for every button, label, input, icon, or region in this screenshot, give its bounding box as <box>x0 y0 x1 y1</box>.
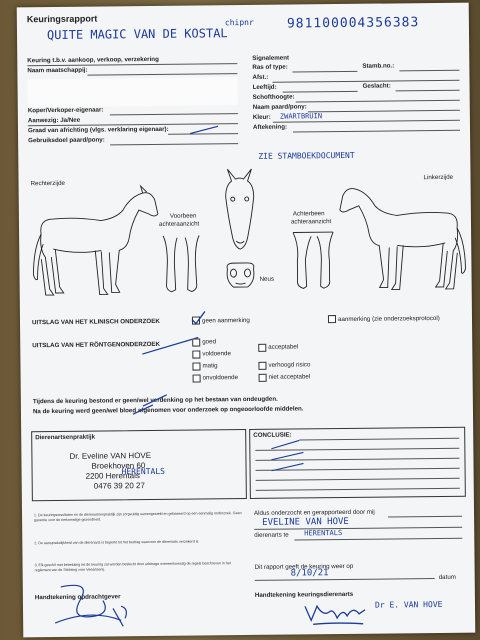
vet-name: Dr. Eveline VAN HOVE <box>69 451 152 461</box>
descent-label: Afst.: <box>252 73 269 81</box>
good-checkbox[interactable] <box>192 338 200 346</box>
rule <box>87 73 237 76</box>
handwritten-vet-city: HERENTALS <box>121 466 165 477</box>
insufficient-checkbox[interactable] <box>193 374 201 382</box>
rule <box>110 143 238 145</box>
age-label: Leeftijd: <box>252 83 277 91</box>
rule <box>283 91 358 93</box>
right-side-label: Rechterzijde <box>30 179 66 188</box>
rule <box>293 130 460 133</box>
acceptable-checkbox[interactable] <box>258 344 266 352</box>
breed-label: Ras of type: <box>252 63 288 71</box>
handwritten-footer-city: HERENTALS <box>304 529 343 538</box>
handwritten-chip-label: chipnr <box>224 17 254 28</box>
vet-signature-label: Handtekening keuringsdierenarts <box>254 590 354 599</box>
horse-name-label: Naam paard/pony: <box>252 103 307 111</box>
handwritten-color: ZWARTBRUIN <box>279 112 323 121</box>
report-date-label: Dit rapport geeft de keuring weer op <box>254 562 354 571</box>
rule <box>255 578 435 581</box>
moderate-checkbox[interactable] <box>192 362 200 370</box>
remarks-label: aanmerking (zie onderzoeksprotocol) <box>337 314 440 324</box>
increased-risk-label: verhoogd risico <box>268 361 311 369</box>
handwritten-date: 8/10/21 <box>290 568 329 579</box>
rule <box>396 90 460 92</box>
conclusion-label: CONCLUSIE: <box>253 431 292 439</box>
foreleg-label: Voorbeen <box>169 212 197 220</box>
clinical-exam-label: UITSLAG VAN HET KLINISCH ONDERZOEK <box>31 317 160 327</box>
client-signature-label: Handtekening opdrachtgever <box>34 593 121 602</box>
fine-print-1: 1. De keuringsresultaten en de dierenartsenpraktijk zijn zorgvuldig samengesteld en gebaseerd op een eenmalig onderzoek. Geen garantie voor de toekomstige gezondheid. <box>34 511 242 522</box>
color-label: Kleur: <box>252 113 271 121</box>
handwritten-slash-mark <box>188 125 228 135</box>
hindleg-label: Achterbeen <box>292 210 325 218</box>
keuring-purpose-label: Keuring t.b.v. aankoop, verkoop, verzekering <box>27 55 159 65</box>
increased-risk-checkbox[interactable] <box>258 362 266 370</box>
redacted-area <box>27 77 237 107</box>
handwritten-slash-mark <box>131 404 157 416</box>
horse-head-front-diagram <box>219 167 260 257</box>
client-signature <box>51 578 142 629</box>
blood-sample-statement: Na de keuring werd geen/wel bloed afgenomen voor onderzoek op ongeoorloofde middelen. <box>32 405 304 416</box>
fine-print-2: 2. De aansprakelijkheid van de dierenarts is beperkt tot het bedrag waarvoor de dierenarts verzekerd is. <box>34 539 200 546</box>
owner-label: Koper/Verkoper-eigenaar: <box>27 106 104 115</box>
maatschappij-label: Naam maatschappij: <box>27 66 88 75</box>
vet-practice-label: Dierenartsenpraktijk <box>35 433 96 442</box>
handwritten-vet-name: EVELINE VAN HOVE <box>262 516 349 528</box>
sufficient-checkbox[interactable] <box>192 350 200 358</box>
moderate-label: matig <box>202 362 218 370</box>
horse-left-side-diagram <box>337 183 468 294</box>
rule <box>110 113 238 115</box>
fine-print-3: 3. Elk geschil met betrekking tot de keuring zal worden beslecht door arbitrage overeenkomstig de regels beschreven in het reglement van de Stichting voor Veeartsenij. <box>34 561 231 572</box>
nose-label: Neus <box>259 275 275 283</box>
handwritten-vet-stamp: Dr E. VAN HOVE <box>374 599 443 610</box>
hindleg-view-label: achteraanzicht <box>290 218 332 226</box>
nose-diagram <box>223 261 257 291</box>
studbook-number-label: Stamb.no.: <box>362 62 395 70</box>
handwritten-studbook-note: ZIE STAMBOEKDOCUMENT <box>258 150 355 161</box>
xray-exam-label: UITSLAG VAN HET RÖNTGENONDERZOEK <box>32 340 161 350</box>
sufficient-label: voldoende <box>202 350 231 358</box>
vet-signature <box>303 602 373 629</box>
horse-right-side-diagram <box>31 188 162 299</box>
rule <box>388 516 462 518</box>
no-remarks-label: geen aanmerking <box>201 316 250 325</box>
report-title: Keuringsrapport <box>26 13 98 25</box>
left-side-label: Linkerzijde <box>423 173 454 182</box>
handwritten-chip-number: 981100004356383 <box>286 15 420 32</box>
not-acceptable-label: niet acceptabel <box>268 373 311 381</box>
present-label: Aanwezig: Ja/Nee <box>27 116 81 125</box>
height-label: Schofthoogte: <box>252 93 295 101</box>
sex-label: Geslacht: <box>362 82 391 90</box>
acceptable-label: acceptabel <box>268 343 299 351</box>
handwritten-horse-name: QUITE MAGIC VAN DE KOSTAL <box>46 26 228 43</box>
good-label: goed <box>202 338 217 346</box>
training-level-label: Graad van africhting (vlgs. verklaring eigenaar): <box>27 125 169 135</box>
date-label: datum <box>438 573 456 581</box>
rule <box>296 100 460 103</box>
insufficient-label: onvoldoende <box>202 374 239 382</box>
signalement-heading: Signalement <box>252 54 290 62</box>
remarks-checkbox[interactable] <box>328 315 336 323</box>
vet-at-label: dierenarts te <box>254 531 289 539</box>
handwritten-dash-marks <box>269 436 330 487</box>
not-acceptable-checkbox[interactable] <box>259 374 267 382</box>
vet-city: 2200 Herentals <box>85 471 140 481</box>
rule <box>399 70 459 72</box>
vet-street: Broekhoven 60 <box>91 461 146 471</box>
purpose-label: Gebruiksdoel paard/pony: <box>28 136 105 145</box>
rule <box>308 110 460 113</box>
foreleg-rear-view-diagram <box>161 233 202 295</box>
rule <box>294 538 462 541</box>
vices-statement: Tijdens de keuring bestond er geen/wel verdenking op het bestaan van ondeugden. <box>32 395 278 406</box>
rule <box>292 71 357 73</box>
inspection-report-sheet <box>17 3 476 638</box>
foreleg-view-label: achteraanzicht <box>158 220 200 228</box>
markings-label: Aftekening: <box>252 123 288 131</box>
hindleg-rear-view-diagram <box>291 230 336 292</box>
examined-by-label: Aldus onderzocht en gerapporteerd door mij <box>253 508 375 517</box>
vet-phone: 0476 39 20 27 <box>93 481 145 491</box>
